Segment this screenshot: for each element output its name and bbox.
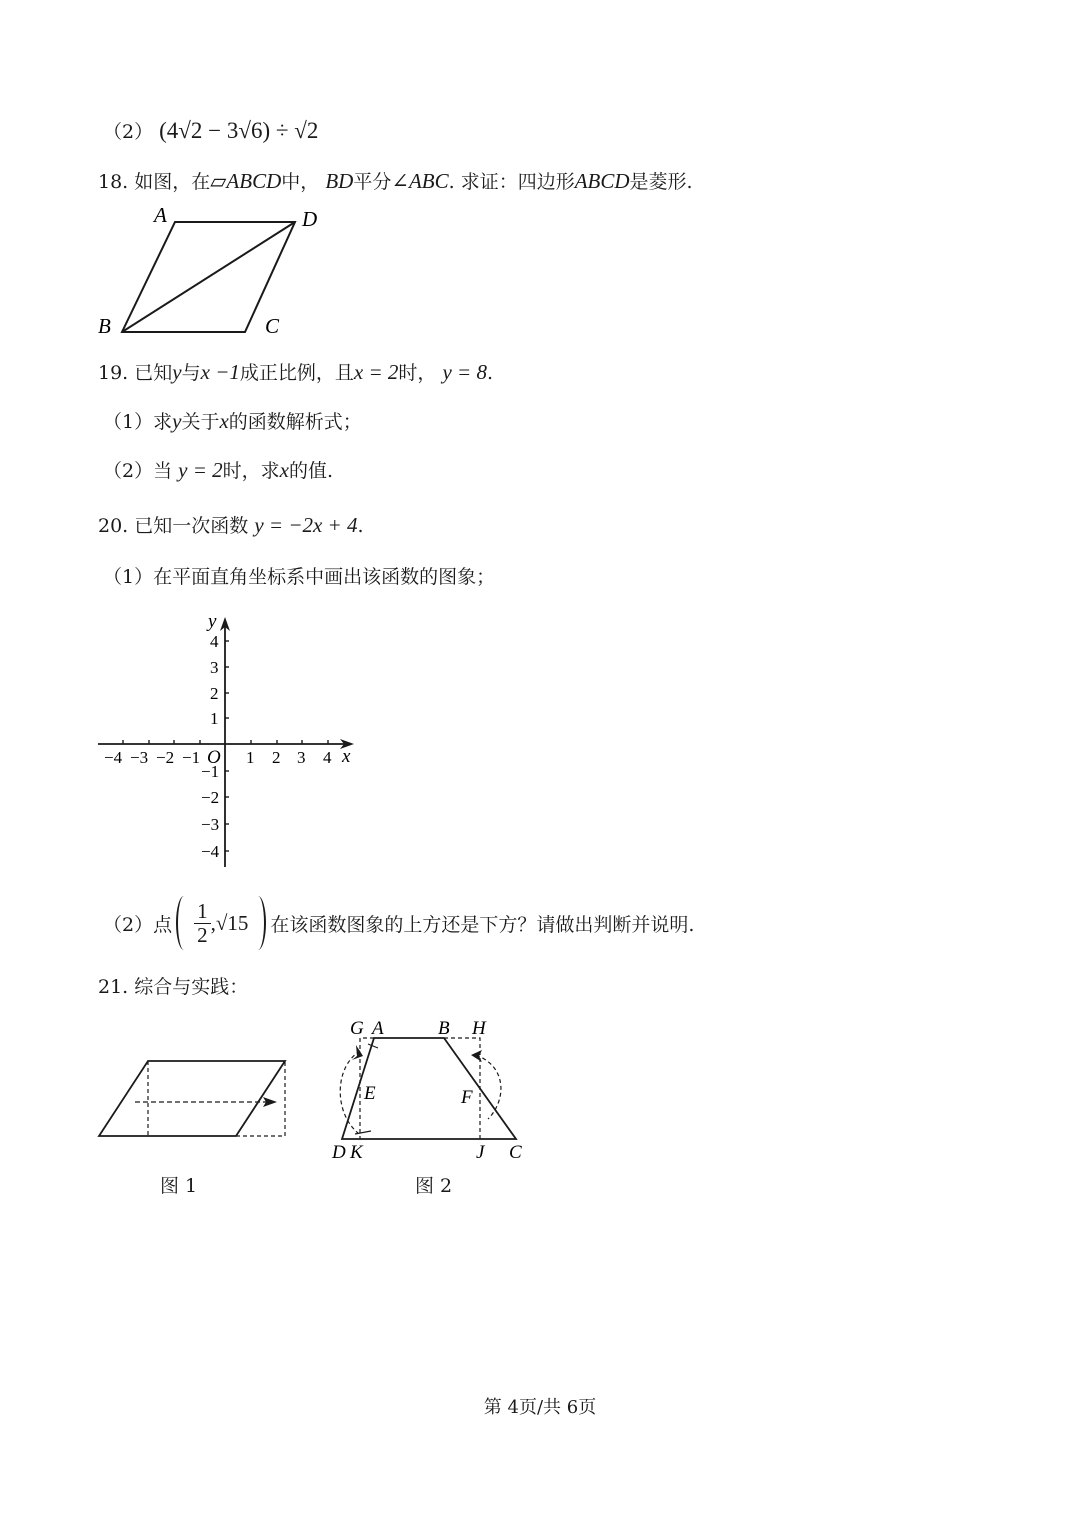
q19-statement — [98, 362, 493, 383]
q20-statement — [98, 515, 364, 536]
fig1-parallelogram — [99, 1061, 285, 1136]
q20-text-a: 已知一次函数 — [134, 515, 249, 537]
origin-label: O — [207, 747, 221, 768]
left-paren — [176, 896, 192, 950]
q18-text-b: 中， — [281, 171, 320, 193]
fig2-label-f: F — [461, 1087, 473, 1108]
q20-part2-a: 点 — [153, 913, 173, 936]
x-tick-label: −1 — [182, 748, 201, 767]
label-b: B — [98, 314, 111, 338]
q21-statement — [98, 978, 248, 997]
point-fraction — [194, 900, 211, 945]
x-tick-label: −3 — [130, 748, 149, 767]
q18-bd: BD — [325, 169, 354, 193]
label-c: C — [265, 314, 280, 338]
q19-part1-c: 的函数解析式； — [228, 411, 362, 433]
q19-part2-x: x — [279, 458, 289, 482]
figure-1 — [95, 1055, 295, 1145]
y-tick-label: 2 — [210, 684, 219, 703]
fig2-label-k: K — [350, 1142, 363, 1163]
y-tick-label: −3 — [201, 815, 220, 834]
q21-number: 21. — [98, 976, 129, 998]
q19-text-b: 与 — [181, 362, 201, 384]
y-axis-label: y — [208, 611, 217, 632]
y-tick-label: 4 — [210, 632, 219, 651]
x-tick-label: −4 — [104, 748, 123, 767]
y-tick-label: 3 — [210, 658, 219, 677]
y-tick-label: −4 — [201, 842, 220, 861]
q19-part1-a: 求 — [153, 411, 173, 433]
comma: , — [210, 910, 216, 935]
q20-part1 — [103, 568, 495, 587]
fraction-denominator: 2 — [197, 922, 208, 947]
q18-statement — [98, 171, 693, 192]
q18-text-a: 如图，在 — [134, 171, 211, 193]
q19-number: 19. — [98, 362, 129, 384]
fig2-caption: 图 2 — [415, 1175, 453, 1197]
q19-text-c: 成正比例，且 — [239, 362, 354, 384]
label-d: D — [302, 207, 318, 231]
right-paren — [250, 896, 266, 950]
q19-part2-y-eq-2: y = 2 — [178, 458, 223, 482]
fraction-numerator: 1 — [194, 900, 211, 923]
q19-part1-x: x — [219, 409, 229, 433]
fig1-caption: 图 1 — [160, 1175, 198, 1197]
q20-function: y = −2x + 4 — [254, 513, 358, 537]
q18-angle: ∠ABC — [391, 169, 449, 193]
point-y-value: √15 — [215, 910, 249, 935]
fig2-right-arrow — [471, 1050, 482, 1062]
x-tick-label: 4 — [323, 748, 332, 767]
q18-text-d: . 求证：四边形 — [448, 171, 575, 193]
q18-abcd: ABCD — [574, 169, 630, 193]
x-tick-label: 3 — [297, 748, 306, 767]
q19-part1 — [103, 411, 362, 432]
q17-part2 — [103, 119, 318, 142]
q20-text-b: . — [357, 515, 364, 537]
q19-part2-label: （2） — [103, 460, 154, 482]
fig2-label-c: C — [509, 1142, 522, 1163]
figure-2 — [330, 1015, 540, 1165]
y-tick-label: 1 — [210, 709, 219, 728]
q19-x-eq-2: x = 2 — [353, 360, 399, 384]
q19-text-a: 已知 — [134, 362, 173, 384]
y-tick-label: −1 — [201, 762, 220, 781]
q19-part2-c: 的值. — [289, 460, 334, 482]
q19-text-e: . — [486, 362, 493, 384]
fig2-label-b: B — [438, 1018, 450, 1039]
q19-part2 — [103, 460, 333, 481]
q20-number: 20. — [98, 515, 129, 537]
q19-text-d: 时， — [398, 362, 437, 384]
y-tick-label: −2 — [201, 788, 220, 807]
fig2-label-j: J — [476, 1142, 485, 1163]
q20-part2-b: 在该函数图象的上方还是下方？请做出判断并说明. — [270, 913, 695, 936]
x-tick-label: 2 — [272, 748, 281, 767]
q18-text-e: 是菱形. — [629, 171, 693, 193]
fig2-label-d: D — [332, 1142, 346, 1163]
q18-text-c: 平分 — [353, 171, 392, 193]
q20-part2 — [103, 893, 694, 953]
fig2-label-a: A — [372, 1018, 384, 1039]
q19-part2-b: 时，求 — [222, 460, 280, 482]
fig2-left-arrow — [352, 1045, 363, 1060]
x-tick-label: 1 — [246, 748, 255, 767]
q20-part2-label: （2） — [103, 913, 154, 936]
q20-part1-label: （1） — [103, 566, 154, 588]
x-tick-label: −2 — [156, 748, 175, 767]
x-axis-label: x — [342, 746, 351, 767]
q19-y: y — [172, 360, 182, 384]
q18-number: 18. — [98, 171, 129, 193]
coordinate-plane — [90, 605, 370, 875]
q20-part1-text: 在平面直角坐标系中画出该函数的图象； — [153, 566, 496, 588]
fig2-label-h: H — [472, 1018, 486, 1039]
q19-x-minus-1: x −1 — [200, 360, 240, 384]
q19-part2-a: 当 — [153, 460, 173, 482]
q18-parallelogram: ▱ABCD — [210, 169, 282, 193]
q21-text: 综合与实践： — [134, 976, 249, 998]
q18-figure — [90, 200, 350, 340]
page-footer: 第 4页/共 6页 — [483, 1397, 597, 1418]
q17-part2-label: （2） — [103, 121, 154, 143]
q17-part2-expression: (4√2 − 3√6) ÷ √2 — [159, 118, 319, 143]
q19-part1-y: y — [172, 409, 182, 433]
fig2-label-e: E — [364, 1083, 376, 1104]
q19-part1-b: 关于 — [181, 411, 220, 433]
label-a: A — [154, 203, 167, 227]
q19-y-eq-8: y = 8 — [442, 360, 487, 384]
fig2-tick-e-top — [368, 1044, 378, 1048]
fig2-label-g: G — [350, 1018, 364, 1039]
q19-part1-label: （1） — [103, 411, 154, 433]
